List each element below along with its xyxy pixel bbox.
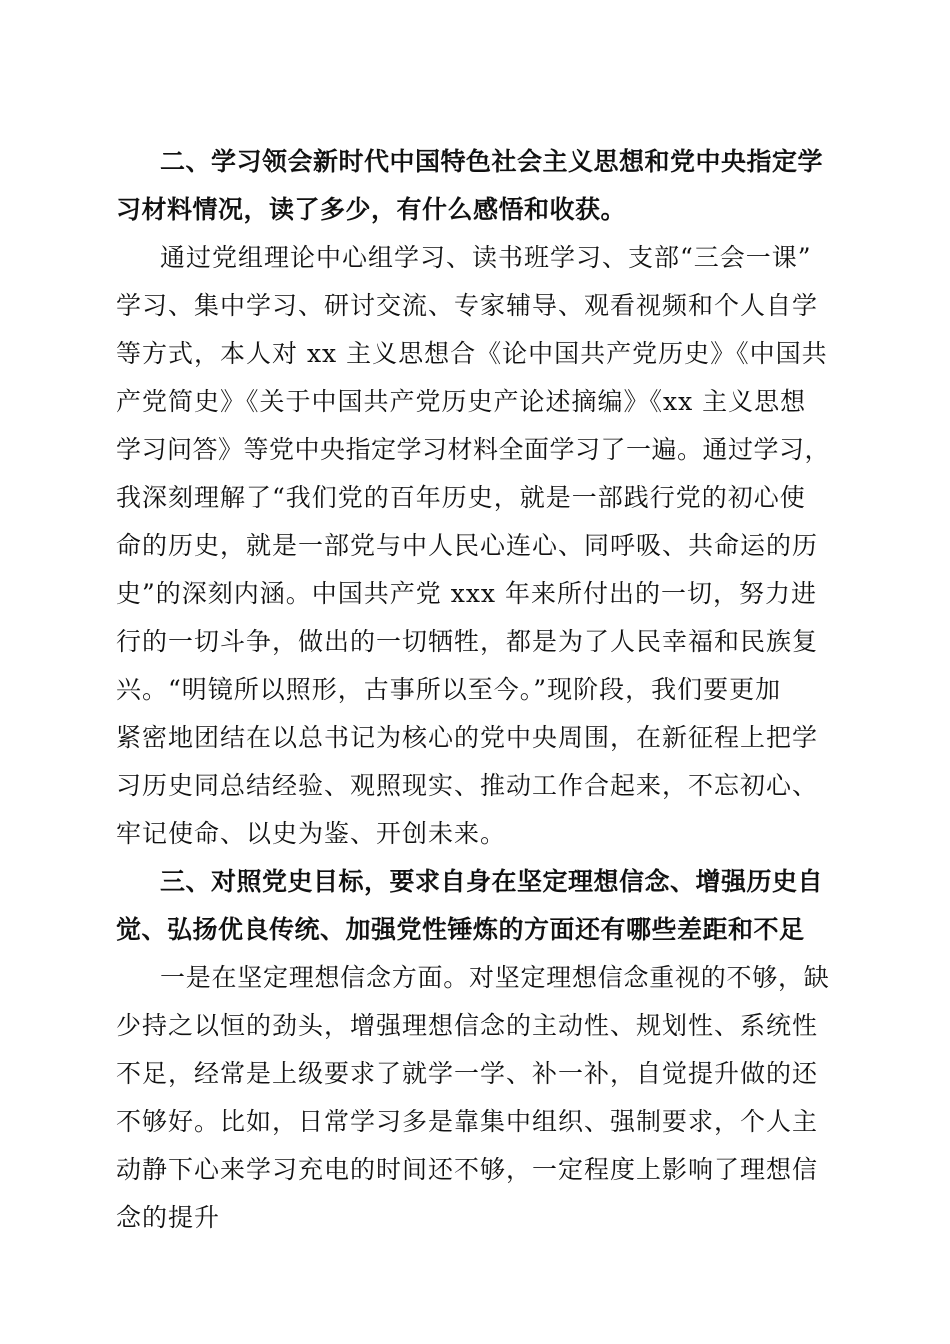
paragraph-line: 史”的深刻内涵。中国共产党 xxx 年来所付出的一切，努力进 — [116, 579, 817, 608]
paragraph-line: 兴。“明镜所以照形，古事所以至今。”现阶段，我们要更加 — [116, 675, 782, 704]
paragraph-line: 念的提升 — [116, 1203, 221, 1232]
section-2-heading — [116, 138, 832, 234]
heading-line: 习材料情况，读了多少，有什么感悟和收获。 — [116, 195, 627, 224]
document-body — [116, 138, 832, 1242]
paragraph-line: 少持之以恒的劲头，增强理想信念的主动性、规划性、系统性 — [116, 1011, 819, 1040]
paragraph-line: 通过党组理论中心组学习、读书班学习、支部“三会一课” — [160, 243, 812, 272]
paragraph-line: 牢记使命、以史为鉴、开创未来。 — [116, 819, 507, 848]
paragraph-line: 我深刻理解了“我们党的百年历史，就是一部践行党的初心使 — [116, 483, 806, 512]
paragraph-line: 紧密地团结在以总书记为核心的党中央周围，在新征程上把学 — [116, 723, 819, 752]
heading-line: 三、对照党史目标，要求自身在坚定理想信念、增强历史自 — [160, 867, 824, 896]
heading-line: 二、学习领会新时代中国特色社会主义思想和党中央指定学 — [160, 147, 824, 176]
paragraph-line: 产党简史》《关于中国共产党历史产论述摘编》《xx 主义思想 — [116, 387, 807, 416]
paragraph-line: 学习、集中学习、研讨交流、专家辅导、观看视频和个人自学 — [116, 291, 819, 320]
section-3 — [116, 858, 832, 1242]
section-2-paragraph — [116, 234, 832, 858]
section-3-heading — [116, 858, 832, 954]
paragraph-line: 学习问答》等党中央指定学习材料全面学习了一遍。通过学习， — [116, 435, 831, 464]
paragraph-line: 动静下心来学习充电的时间还不够，一定程度上影响了理想信 — [116, 1155, 819, 1184]
heading-line: 觉、弘扬优良传统、加强党性锤炼的方面还有哪些差距和不足 — [116, 915, 805, 944]
paragraph-line: 行的一切斗争，做出的一切牺牲，都是为了人民幸福和民族复 — [116, 627, 819, 656]
paragraph-line: 命的历史，就是一部党与中人民心连心、同呼吸、共命运的历 — [116, 531, 819, 560]
paragraph-line: 不够好。比如，日常学习多是靠集中组织、强制要求，个人主 — [116, 1107, 819, 1136]
section-3-paragraph — [116, 954, 832, 1242]
paragraph-line: 习历史同总结经验、观照现实、推动工作合起来，不忘初心、 — [116, 771, 819, 800]
paragraph-line: 等方式，本人对 xx 主义思想合《论中国共产党历史》《中国共 — [116, 339, 828, 368]
paragraph-line: 一是在坚定理想信念方面。对坚定理想信念重视的不够，缺 — [160, 963, 830, 992]
section-2 — [116, 138, 832, 858]
paragraph-line: 不足，经常是上级要求了就学一学、补一补，自觉提升做的还 — [116, 1059, 819, 1088]
